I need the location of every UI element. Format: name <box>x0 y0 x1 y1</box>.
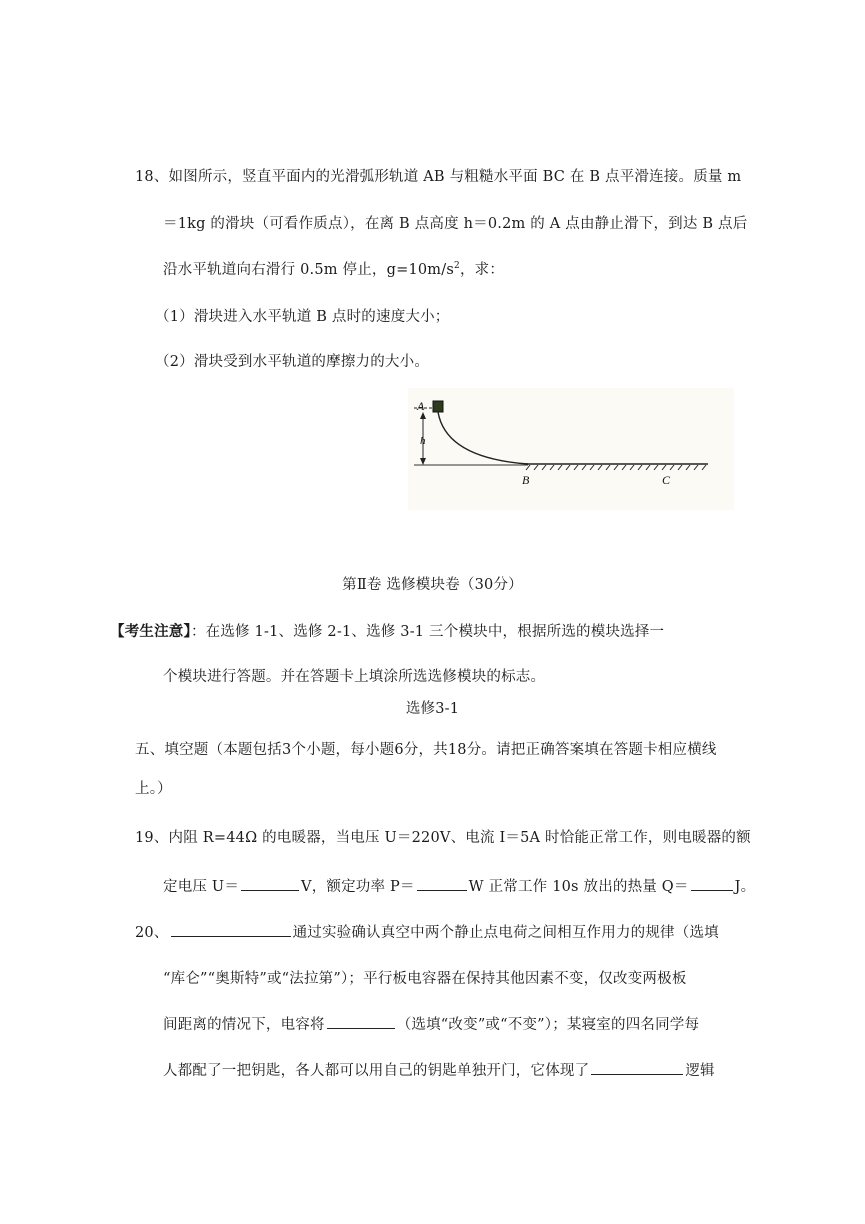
diagram-background <box>408 388 734 510</box>
q18-line-1: 18、如图所示，竖直平面内的光滑弧形轨道 AB 与粗糙水平面 BC 在 B 点平滑连接。质量 m <box>135 169 742 185</box>
q18-sub-question-2: （2）滑块受到水平轨道的摩擦力的大小。 <box>155 354 430 370</box>
q18-line-3-end: ，求： <box>459 262 505 278</box>
q19-text-d: J。 <box>734 879 756 895</box>
q20-number: 20、 <box>135 925 169 941</box>
q20-line-1 <box>135 921 719 942</box>
part5-line-1: 五、填空题（本题包括3个小题，每小题6分，共18分。请把正确答案填在答题卡相应横线 <box>135 742 717 758</box>
label-a: A <box>417 399 425 413</box>
track-diagram <box>408 388 734 510</box>
q20-line-4 <box>163 1059 715 1080</box>
q20-text-4b: 逻辑 <box>685 1063 715 1079</box>
q20-line-2: “库仑”“奥斯特”或“法拉第”）；平行板电容器在保持其他因素不变，仅改变两极板 <box>163 971 687 987</box>
q20-line-3 <box>163 1013 699 1034</box>
q18-exponent: 2 <box>454 261 460 272</box>
q20-text-3b: （选填“改变”或“不变”）；某寝室的四名同学每 <box>396 1017 700 1033</box>
notice-text: ：在选修 1-1、选修 2-1、选修 3-1 三个模块中，根据所选的模块选择一 <box>190 624 665 640</box>
q20-text-4a: 人都配了一把钥匙，各人都可以用自己的钥匙单独开门，它体现了 <box>163 1063 590 1079</box>
part5-line-2: 上。） <box>135 781 172 797</box>
q20-blank-logic[interactable] <box>591 1059 683 1075</box>
q18-line-3-text: 沿水平轨道向右滑行 0.5m 停止，g=10m/s <box>163 262 454 278</box>
track-diagram-svg <box>408 388 734 510</box>
q20-text-1: 通过实验确认真空中两个静止点电荷之间相互作用力的规律（选填 <box>292 925 719 941</box>
q18-line-2: ＝1kg 的滑块（可看作质点），在离 B 点高度 h＝0.2m 的 A 点由静止滑下，到达 B 点后 <box>163 216 748 232</box>
q19-line-1: 19、内阻 R=44Ω 的电暖器，当电压 U＝220V、电流 I＝5A 时恰能正常工作，则电暖器的额 <box>135 830 751 846</box>
notice-label: 【考生注意】 <box>110 623 191 640</box>
section-title: 第Ⅱ卷 选修模块卷（30分） <box>342 577 523 593</box>
label-b: B <box>522 473 530 487</box>
q19-blank-heat[interactable] <box>691 875 733 891</box>
q20-text-3a: 间距离的情况下，电容将 <box>163 1017 325 1033</box>
q20-blank-capacitance[interactable] <box>327 1013 395 1029</box>
label-c: C <box>662 473 671 487</box>
notice-line-1 <box>110 620 664 641</box>
notice-line-2: 个模块进行答题。并在答题卡上填涂所选选修模块的标志。 <box>163 669 546 685</box>
module-title: 选修3-1 <box>405 701 460 717</box>
q19-text-c: W 正常工作 10s 放出的热量 Q＝ <box>468 879 689 895</box>
q19-text-b: V，额定功率 P＝ <box>301 879 415 895</box>
q19-blank-voltage[interactable] <box>241 875 299 891</box>
q18-sub-question-1: （1）滑块进入水平轨道 B 点时的速度大小； <box>155 309 450 325</box>
slider-block <box>433 401 443 412</box>
label-h: h <box>420 435 426 447</box>
q19-blank-power[interactable] <box>417 875 467 891</box>
q19-line-2 <box>163 875 755 896</box>
q20-blank-scientist[interactable] <box>171 921 291 937</box>
q18-line-3 <box>163 258 504 279</box>
q19-text-a: 定电压 U＝ <box>163 879 240 895</box>
